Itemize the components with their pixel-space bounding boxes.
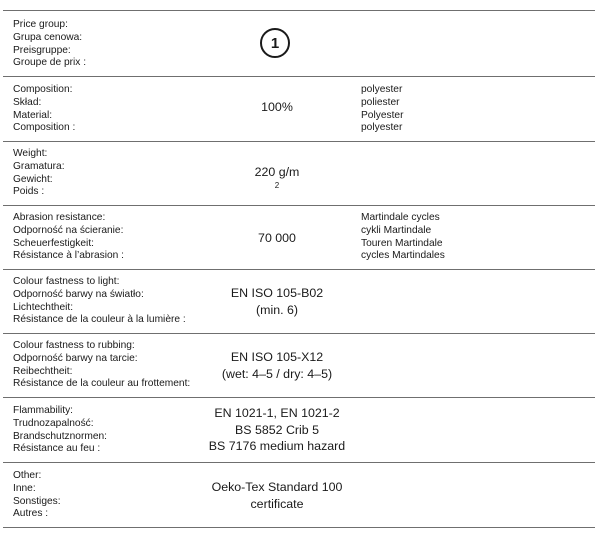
label-pl: Inne: — [13, 482, 36, 494]
label-de: Preisgruppe: — [13, 44, 71, 56]
composition-value: 100% — [261, 100, 293, 114]
label-fr: Résistance de la couleur à la lumière : — [13, 314, 186, 326]
label-fr: Composition : — [13, 122, 76, 134]
label-pl: Grupa cenowa: — [13, 31, 83, 43]
other-value: Oeko-Tex Standard 100 certificate — [211, 480, 343, 511]
label-fr: Résistance à l’abrasion : — [13, 250, 124, 262]
light-fastness-labels — [13, 276, 223, 327]
weight-labels — [13, 148, 223, 199]
price-group-labels — [13, 19, 223, 70]
label-en: Price group: — [13, 19, 68, 30]
label-fr: Autres : — [13, 508, 49, 520]
composition-units: polyester poliester Polyester polyester — [361, 84, 404, 134]
rubbing-fastness-labels — [13, 340, 223, 391]
label-fr: Résistance au feu : — [13, 443, 101, 455]
label-en: Weight: — [13, 148, 48, 159]
abrasion-value: 70 000 — [258, 231, 296, 245]
label-fr: Résistance de la couleur au frottement: — [13, 378, 191, 390]
label-de: Brandschutznormen: — [13, 430, 108, 442]
divider — [3, 205, 595, 206]
label-de: Sonstiges: — [13, 495, 61, 507]
light-fastness-value: EN ISO 105-B02 (min. 6) — [230, 286, 324, 317]
label-pl: Trudnozapalność: — [13, 417, 94, 429]
label-fr: Groupe de prix : — [13, 57, 87, 69]
abrasion-labels — [13, 212, 223, 263]
composition-labels — [13, 84, 223, 135]
flammability-value: EN 1021-1, EN 1021-2 BS 5852 Crib 5 BS 7176 medium hazard — [208, 406, 346, 453]
label-de: Scheuerfestigkeit: — [13, 237, 94, 249]
label-en: Composition: — [13, 84, 73, 95]
divider — [3, 141, 595, 142]
rubbing-fastness-value: EN ISO 105-X12 (wet: 4–5 / dry: 4–5) — [221, 350, 333, 381]
weight-value: 220 g/m $^2$ — [254, 165, 300, 190]
divider — [3, 462, 595, 463]
label-de: Reibechtheit: — [13, 365, 73, 377]
divider — [3, 527, 595, 528]
divider — [3, 76, 595, 77]
label-pl: Gramatura: — [13, 160, 65, 172]
label-de: Material: — [13, 109, 53, 121]
label-en: Other: — [13, 470, 42, 481]
abrasion-units: Martindale cycles cykli Martindale Touren Martindale cycles Martindales — [361, 212, 445, 262]
other-labels — [13, 470, 223, 521]
divider — [3, 333, 595, 334]
label-de: Gewicht: — [13, 173, 53, 185]
divider — [3, 10, 595, 11]
label-en: Flammability: — [13, 405, 74, 416]
label-de: Lichtechtheit: — [13, 301, 74, 313]
label-en: Abrasion resistance: — [13, 212, 106, 223]
divider — [3, 269, 595, 270]
label-pl: Odporność barwy na tarcie: — [13, 352, 138, 364]
label-en: Colour fastness to light: — [13, 276, 120, 287]
divider — [3, 397, 595, 398]
label-pl: Odporność barwy na światło: — [13, 288, 144, 300]
label-fr: Poids : — [13, 186, 45, 198]
flammability-labels — [13, 405, 223, 456]
label-en: Colour fastness to rubbing: — [13, 340, 135, 351]
price-group-badge: 1 — [260, 28, 290, 58]
label-pl: Odporność na ścieranie: — [13, 224, 124, 236]
label-pl: Skład: — [13, 96, 42, 108]
